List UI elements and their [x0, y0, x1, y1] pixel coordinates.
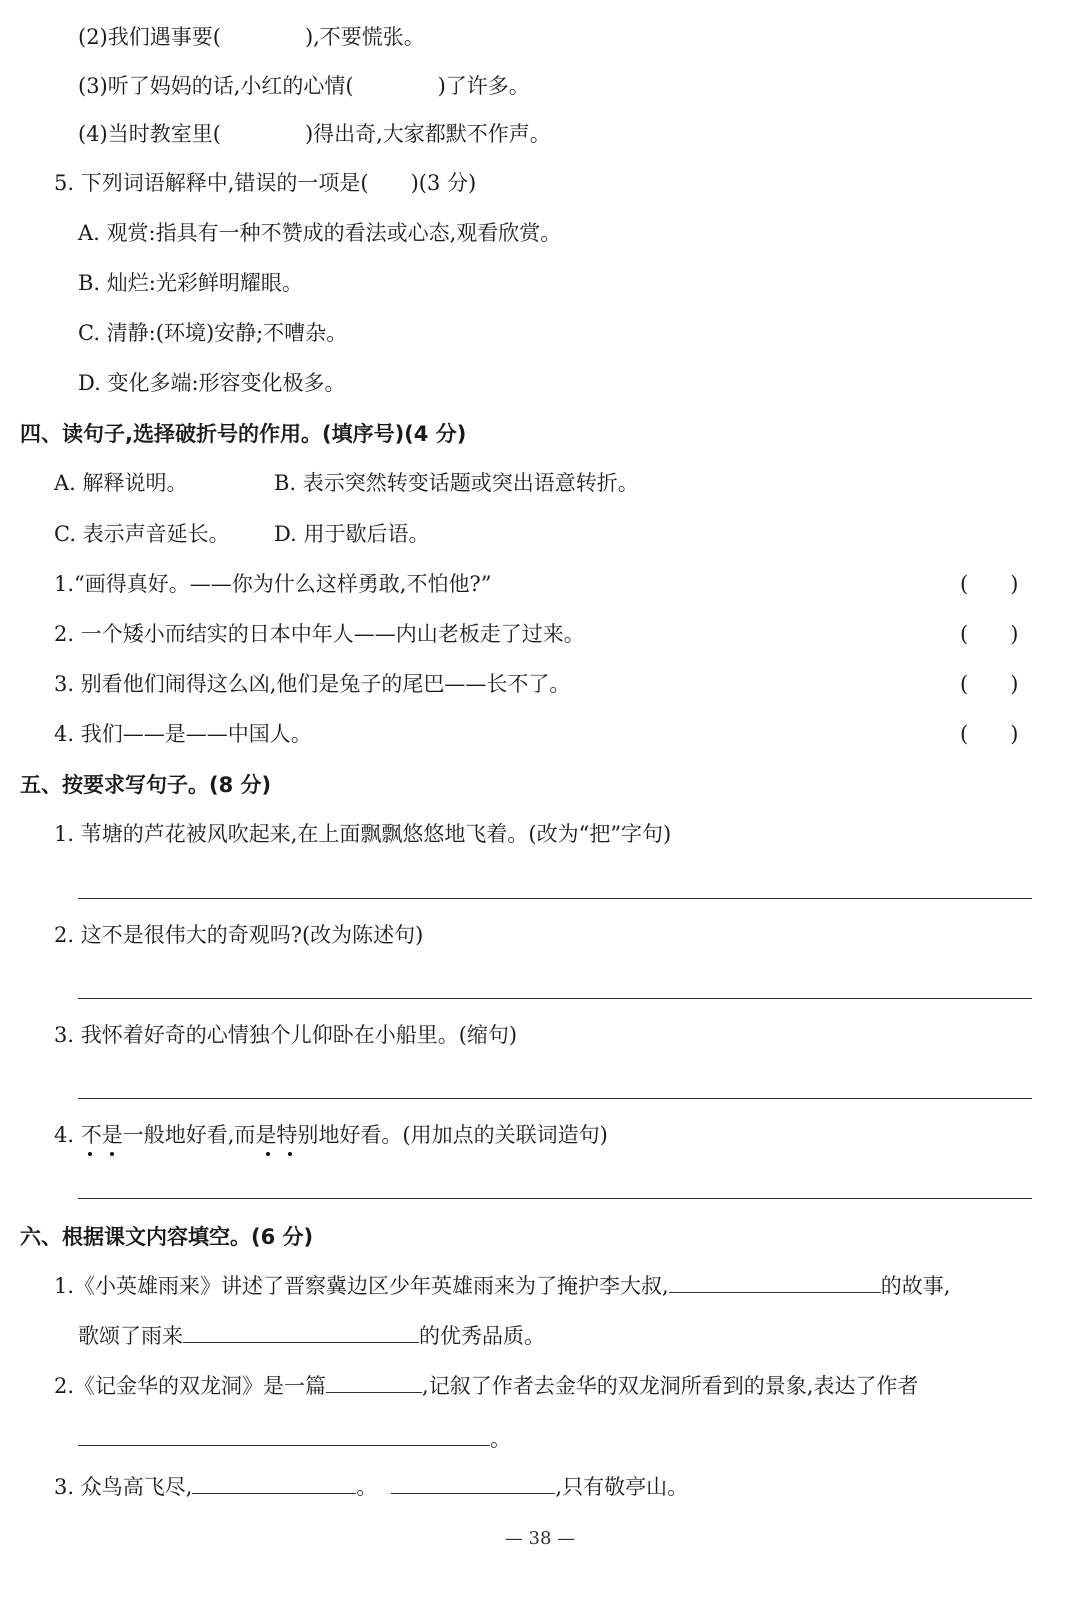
s5-item-2: 2. 这不是很伟大的奇观吗?(改为陈述句) — [54, 923, 424, 947]
s4-item-4: 4. 我们——是——中国人。 — [54, 722, 312, 746]
emphasis-dot — [288, 1152, 292, 1156]
s4-item-3: 3. 别看他们闹得这么凶,他们是兔子的尾巴——长不了。 — [54, 672, 571, 696]
s6-blank-1[interactable] — [669, 1272, 881, 1293]
section4-title: 四、读句子,选择破折号的作用。(填序号)(4 分) — [20, 422, 467, 446]
q5-stem: 5. 下列词语解释中,错误的一项是( )(3 分) — [54, 171, 477, 195]
s5-answer-line-4[interactable] — [78, 1198, 1032, 1199]
s6-item-2-line2 — [78, 1424, 511, 1454]
s5-answer-line-3[interactable] — [78, 1098, 1032, 1099]
emphasis-dot — [110, 1152, 114, 1156]
s6-blank-6[interactable] — [391, 1473, 555, 1494]
page-number: — 38 — — [504, 1528, 576, 1549]
s4-answer-4[interactable]: ( ) — [960, 722, 1019, 746]
fill-item-3: (3)听了妈妈的话,小红的心情( )了许多。 — [78, 74, 530, 98]
s6-item-1-text-a: 1.《小英雄雨来》讲述了晋察冀边区少年英雄雨来为了掩护李大叔, — [54, 1274, 669, 1298]
s6-item-2-line1 — [54, 1371, 918, 1401]
emphasis-dot — [266, 1152, 270, 1156]
s4-option-b: B. 表示突然转变话题或突出语意转折。 — [274, 471, 639, 495]
s6-item-2-text-a: 2.《记金华的双龙洞》是一篇 — [54, 1374, 327, 1398]
s6-item-1-line1 — [54, 1271, 950, 1301]
fill-item-2: (2)我们遇事要( ),不要慌张。 — [78, 25, 425, 49]
s4-answer-2[interactable]: ( ) — [960, 622, 1019, 646]
s6-item-1-text-b: 的故事, — [880, 1274, 951, 1298]
s6-blank-5[interactable] — [192, 1473, 356, 1494]
s4-option-c: C. 表示声音延长。 — [54, 522, 230, 546]
s4-option-d: D. 用于歇后语。 — [274, 522, 430, 546]
s6-item-1-text-c: 歌颂了雨来 — [78, 1324, 183, 1348]
s6-item-2-text-c: 。 — [490, 1427, 511, 1451]
s5-item-1: 1. 苇塘的芦花被风吹起来,在上面飘飘悠悠地飞着。(改为“把”字句) — [54, 822, 672, 846]
section5-title: 五、按要求写句子。(8 分) — [20, 773, 272, 797]
s5-answer-line-1[interactable] — [78, 898, 1032, 899]
fill-item-4: (4)当时教室里( )得出奇,大家都默不作声。 — [78, 122, 551, 146]
s5-item-3: 3. 我怀着好奇的心情独个儿仰卧在小船里。(缩句) — [54, 1023, 518, 1047]
s6-item-3-text-c: ,只有敬亭山。 — [555, 1475, 689, 1499]
s6-item-3 — [54, 1472, 688, 1502]
s6-item-1-line2 — [78, 1321, 545, 1351]
s6-item-3-text-a: 3. 众鸟高飞尽, — [54, 1475, 193, 1499]
s4-option-a: A. 解释说明。 — [54, 471, 188, 495]
s6-item-1-text-d: 的优秀品质。 — [419, 1324, 545, 1348]
q5-option-c: C. 清静:(环境)安静;不嘈杂。 — [78, 321, 348, 345]
s4-item-2: 2. 一个矮小而结实的日本中年人——内山老板走了过来。 — [54, 622, 585, 646]
s6-blank-2[interactable] — [183, 1322, 419, 1343]
s4-item-1: 1.“画得真好。——你为什么这样勇敢,不怕他?” — [54, 572, 492, 596]
s6-blank-3[interactable] — [326, 1372, 422, 1393]
s6-blank-4[interactable] — [78, 1425, 490, 1446]
s4-answer-1[interactable]: ( ) — [960, 572, 1019, 596]
emphasis-dot — [88, 1152, 92, 1156]
s5-item-4: 4. 不是一般地好看,而是特别地好看。(用加点的关联词造句) — [54, 1123, 608, 1147]
q5-option-b: B. 灿烂:光彩鲜明耀眼。 — [78, 271, 303, 295]
q5-option-a: A. 观赏:指具有一种不赞成的看法或心态,观看欣赏。 — [78, 221, 562, 245]
q5-option-d: D. 变化多端:形容变化极多。 — [78, 371, 346, 395]
s4-answer-3[interactable]: ( ) — [960, 672, 1019, 696]
s5-answer-line-2[interactable] — [78, 998, 1032, 999]
s6-item-3-text-b: 。 — [356, 1475, 378, 1499]
section6-title: 六、根据课文内容填空。(6 分) — [20, 1225, 314, 1249]
s6-item-2-text-b: ,记叙了作者去金华的双龙洞所看到的景象,表达了作者 — [422, 1374, 919, 1398]
